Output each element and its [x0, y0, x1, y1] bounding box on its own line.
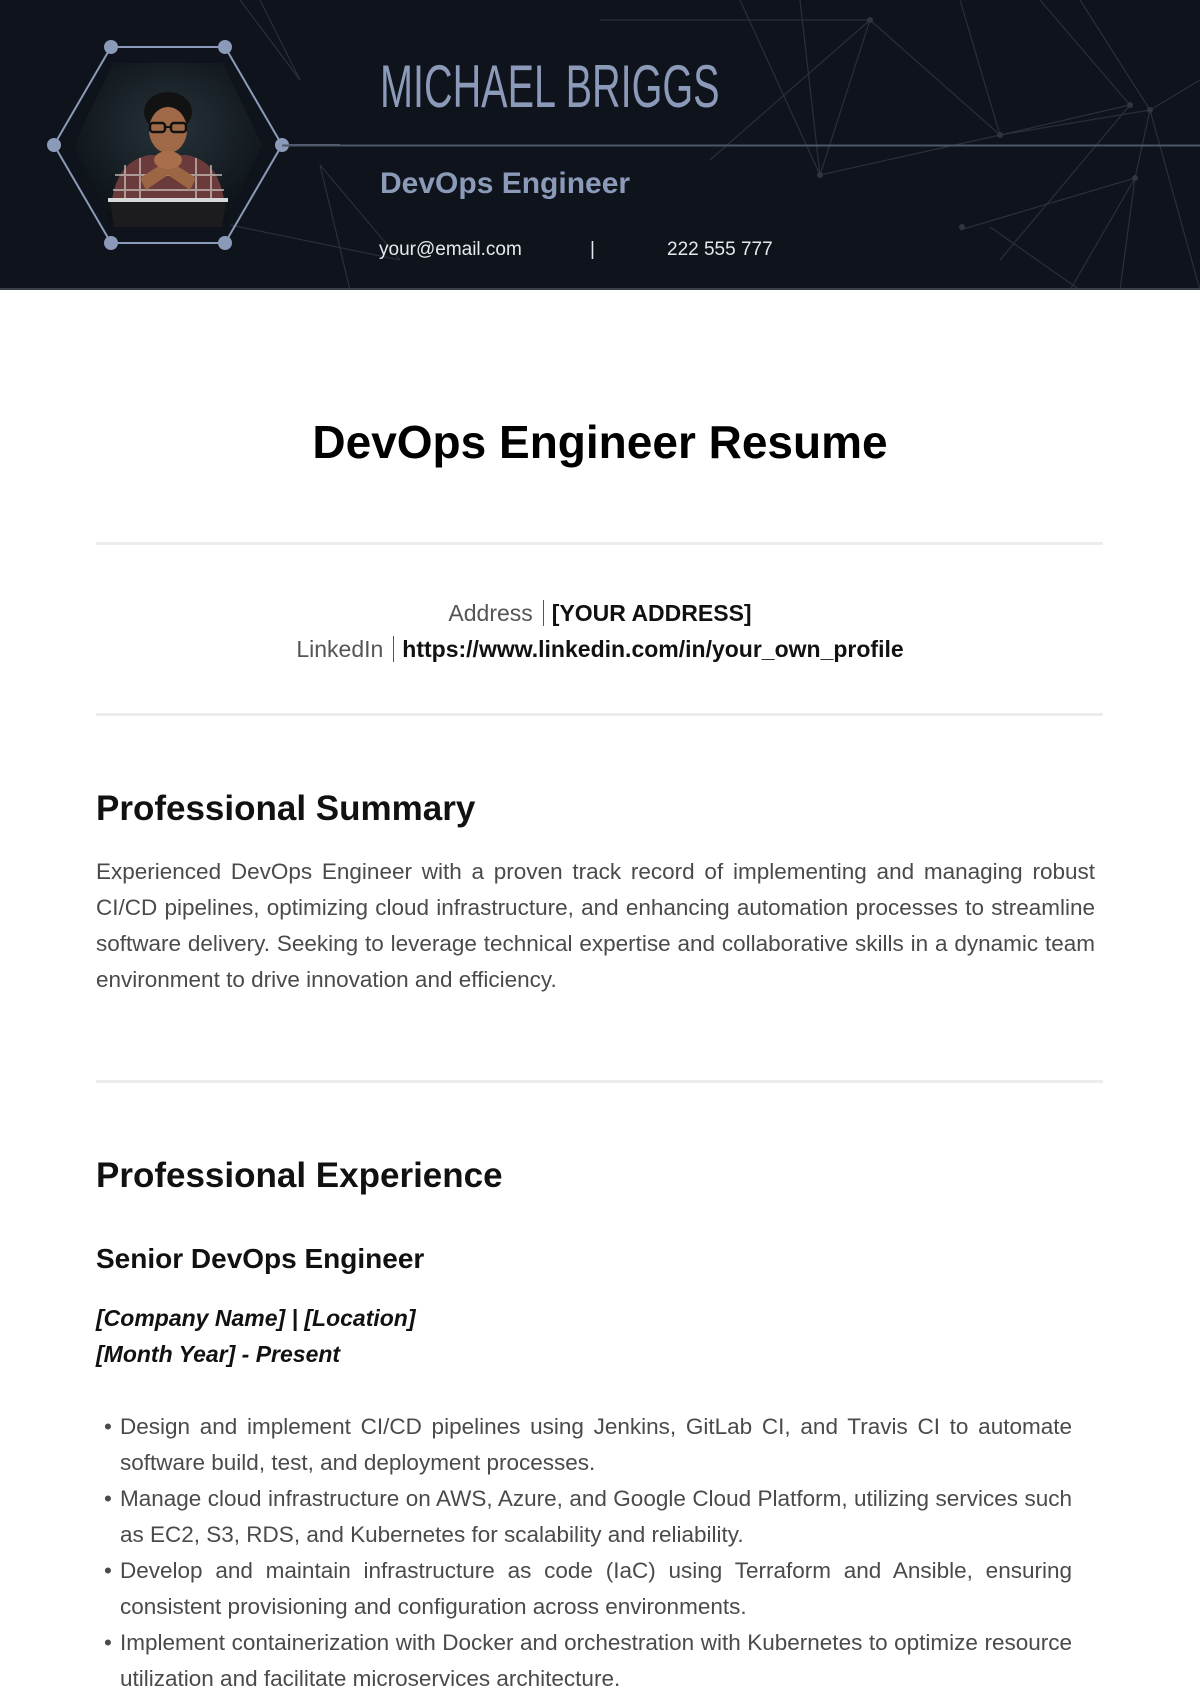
linkedin-line — [0, 634, 1200, 664]
address-line — [0, 598, 1200, 628]
job-company-location: [Company Name] | [Location] — [96, 1305, 416, 1331]
address-value: [YOUR ADDRESS] — [551, 600, 752, 626]
header-divider-line — [282, 144, 1200, 147]
separator-bar — [393, 636, 394, 662]
list-item: • Design and implement CI/CD pipelines using Jenkins, GitLab CI, and Travis CI to automate software build, test, and deployment processes. — [104, 1409, 1072, 1481]
divider — [96, 542, 1103, 545]
linkedin-url[interactable]: https://www.linkedin.com/in/your_own_profile — [402, 636, 904, 662]
bullet-icon: • — [104, 1558, 112, 1583]
address-label: Address — [448, 600, 533, 626]
divider — [96, 713, 1103, 716]
candidate-role: DevOps Engineer — [380, 167, 631, 200]
list-item: • Develop and maintain infrastructure as code (IaC) using Terraform and Ansible, ensuring consistent provisioning and configuration across environments. — [104, 1553, 1072, 1625]
job-responsibilities-list — [104, 1409, 1072, 1697]
separator-bar — [543, 600, 544, 626]
candidate-name: MICHAEL BRIGGS — [380, 53, 720, 120]
avatar — [70, 60, 270, 230]
phone-text: 222 555 777 — [667, 239, 773, 260]
bullet-icon: • — [104, 1414, 112, 1439]
document-title: DevOps Engineer Resume — [312, 416, 888, 468]
divider — [96, 1080, 1103, 1083]
summary-paragraph: Experienced DevOps Engineer with a proven track record of implementing and managing robust CI/CD pipelines, optimizing cloud infrastructure, and enhancing automation processes to streamline software delivery. Seeking to leverage technical expertise and collaborative skills in a dynamic team environment to drive innovation and efficiency. — [96, 859, 1095, 992]
section-heading-summary: Professional Summary — [96, 789, 476, 828]
list-item: • Implement containerization with Docker and orchestration with Kubernetes to optimize resource utilization and facilitate microservices architecture. — [104, 1625, 1072, 1697]
email-text: your@email.com — [379, 239, 522, 260]
linkedin-label: LinkedIn — [296, 636, 384, 662]
bullet-icon: • — [104, 1630, 112, 1655]
list-item: • Manage cloud infrastructure on AWS, Azure, and Google Cloud Platform, utilizing services such as EC2, S3, RDS, and Kubernetes for scalability and reliability. — [104, 1481, 1072, 1553]
job-title: Senior DevOps Engineer — [96, 1243, 425, 1274]
bullet-icon: • — [104, 1486, 112, 1511]
section-heading-experience: Professional Experience — [96, 1156, 503, 1195]
contact-separator: | — [590, 239, 595, 260]
header-banner — [0, 0, 1200, 290]
job-dates: [Month Year] - Present — [96, 1341, 341, 1367]
